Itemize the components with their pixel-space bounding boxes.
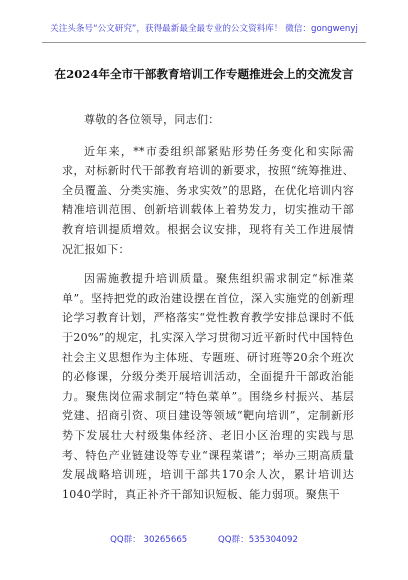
body-paragraph: 因需施教提升培训质量。聚焦组织需求制定“标准菜单”。坚持把党的政治建设摆在首位，深入实施党的创新理论学习教育计划，严格落实“党性教育教学安排总课时不低于20%”的规定，扎实深入学习贯彻习近平新时代中国特色社会主义思想作为主体班、专题班、研讨班等20余个班次的必修课，分级分类开展培训活动，全面提升干部政治能力。聚焦岗位需求制定“特色菜单”。围绕乡村振兴、基层党建、招商引资、项目建设等领域“靶向培训”，定制新形势下发展壮大村级集体经济、老旧小区治理的实践与思考、特色产业链建设等专业“课程菜谱”；举办三期高质量发展战略培训班，培训干部共170余人次，累计培训达1040学时，真正补齐干部知识短板、能力弱项。聚焦干 (62, 272, 354, 501)
header-divider (42, 42, 366, 43)
footer-qq-group-1: QQ群： 30265665 (110, 535, 188, 545)
footer-contact (0, 533, 408, 545)
header-banner: 关注头条号“公文研究”，获得最新最全最专业的公文资料库！ 微信：gongwenyj (50, 24, 358, 34)
document-title: 在2024年全市干部教育培训工作专题推进会上的交流发言 (54, 67, 354, 81)
salutation: 尊敬的各位领导，同志们： (84, 113, 220, 126)
document-body (62, 110, 354, 504)
body-paragraph: 近年来，**市委组织部紧贴形势任务变化和实际需求，对标新时代干部教育培训的新要求，按照“统筹推进、全员覆盖、分类实施、务求实效”的思路，在优化培训内容精准培训范围、创新培训载体上着势发力，切实推动干部教育培训提质增效。根据会议安排，现将有关工作进展情况汇报如下： (62, 144, 354, 256)
footer-qq-group-2: QQ群：535304092 (218, 535, 298, 545)
